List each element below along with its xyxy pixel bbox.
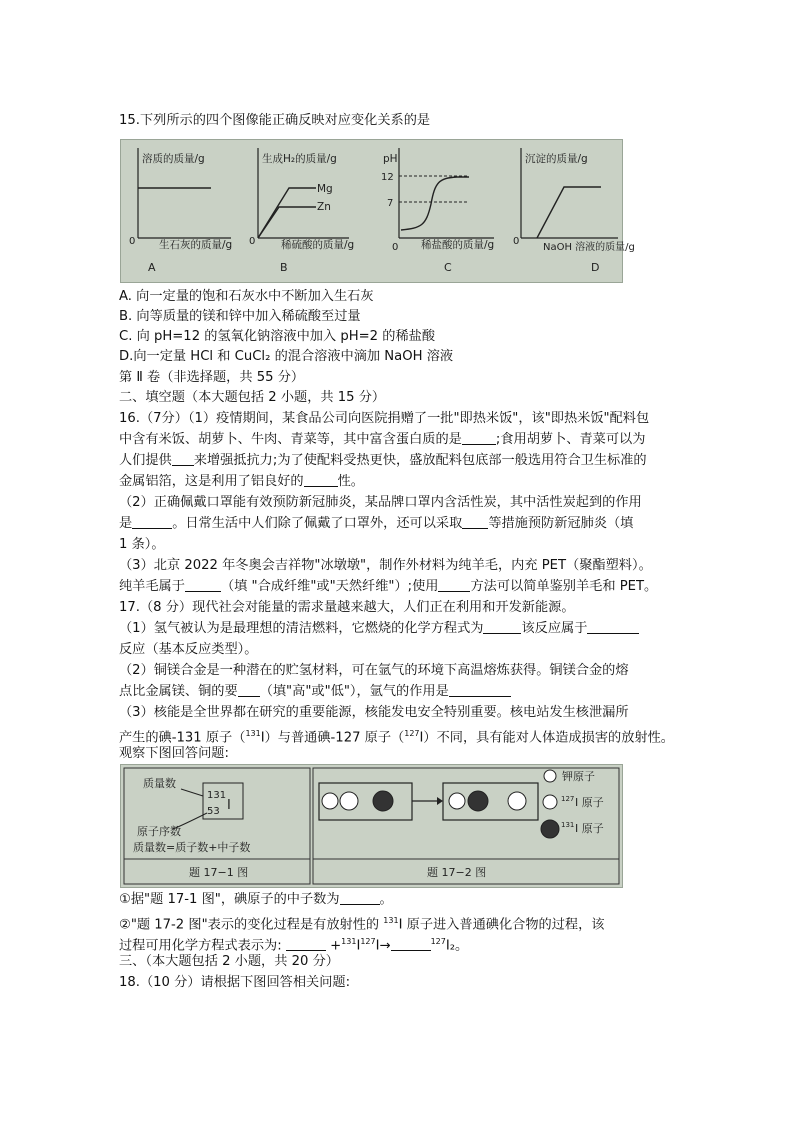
- graph-b-zn-label: Zn: [317, 201, 331, 213]
- graph-c-tag: C: [444, 261, 452, 274]
- q17-blank-melting[interactable]: [238, 683, 260, 697]
- q17-sub1-text-b: 。: [379, 892, 393, 907]
- graph-b-tag: B: [280, 261, 288, 274]
- graph-d-origin: 0: [513, 236, 520, 247]
- graph-a-origin: 0: [129, 236, 136, 247]
- q17-sub2-text-a: ②"题 17-2 图"表示的变化过程是有放射性的: [119, 917, 380, 933]
- graph-d-tag: D: [591, 261, 600, 274]
- graph-b-ylabel: 生成H₂的质量/g: [262, 153, 337, 165]
- graph-c-xlabel: 稀盐酸的质量/g: [421, 239, 495, 251]
- q17-line1: 17.（8 分）现代社会对能量的需求量越来越大，人们正在利用和开发新能源。: [119, 600, 575, 615]
- q17-blank-argon[interactable]: [449, 683, 511, 697]
- q17-figure: [120, 764, 623, 888]
- fig17-1-atomic-label: 原子序数: [137, 825, 181, 838]
- fig17-1-formula: 质量数=质子数+中子数: [133, 841, 251, 854]
- q17-line7-sup-127: 127: [404, 729, 420, 738]
- graph-c-tick-12: 12: [381, 172, 394, 183]
- q15-graphs: [121, 140, 635, 282]
- q16-blank-fiber[interactable]: [185, 578, 221, 592]
- q17-line6: （3）核能是全世界都在研究的重要能源，核能发电安全特别重要。核电站发生核泄漏所: [119, 705, 629, 720]
- arrow-icon: [437, 797, 443, 805]
- q16-line2: [119, 430, 645, 450]
- fig17-2-k-atom-1: [322, 793, 338, 809]
- q16-line7: 1 条）。: [119, 537, 165, 552]
- q17-line2: [119, 619, 639, 639]
- legend-k-label: 钾原子: [562, 770, 595, 783]
- q17-line4: （2）铜镁合金是一种潜在的贮氢材料，可在氩气的环境下高温熔炼获得。铜镁合金的熔: [119, 663, 629, 678]
- q17-line8: 观察下图回答问题:: [119, 746, 229, 761]
- q16-line9: [119, 577, 657, 597]
- fig17-2-i131-atom-1: [373, 791, 393, 811]
- q16-line2-text-a: 中含有米饭、胡萝卜、牛肉、青菜等，其中富含蛋白质的是: [119, 432, 462, 447]
- legend-i127-sup: 127: [561, 795, 575, 803]
- q17-blank-eq-left[interactable]: [286, 937, 326, 951]
- q17-sub3-text-a: 过程可用化学方程式表示为:: [119, 938, 282, 954]
- q17-line5: [119, 682, 511, 702]
- q17-line3: 反应（基本反应类型）。: [119, 642, 258, 657]
- graph-b: [249, 148, 354, 274]
- legend-i127-icon: [543, 795, 557, 809]
- q17-line7-text-e: I）不同，具有能对人体造成损害的放射性。: [419, 730, 674, 746]
- q17-sub3-sup-127b: 127: [430, 937, 446, 946]
- q17-line7-text-a: 产生的碘-131 原子（: [119, 730, 246, 746]
- q16-line9-text-b: （填 "合成纤维"或"天然纤维"）;使用: [220, 579, 439, 594]
- q16-line4: [119, 472, 364, 492]
- legend-i131-icon: [541, 820, 559, 838]
- q17-sub1-text-a: ①据"题 17-1 图"，碘原子的中子数为: [119, 892, 340, 907]
- q16-line5: （2）正确佩戴口罩能有效预防新冠肺炎，某品牌口罩内含活性炭，其中活性炭起到的作用: [119, 495, 642, 510]
- graph-b-zn-line: [258, 207, 316, 238]
- q16-line6-text-c: 等措施预防新冠肺炎（填: [488, 516, 634, 531]
- legend-i131-label: I 原子: [575, 822, 604, 835]
- q17-line7-sup-131: 131: [245, 729, 261, 738]
- fig17-2-i127-atom-1: [340, 792, 358, 810]
- graph-a-ylabel: 溶质的质量/g: [142, 153, 205, 165]
- graph-b-origin: 0: [249, 236, 256, 247]
- graph-c-curve: [401, 177, 469, 230]
- fig17-2-k-atom-2: [449, 793, 465, 809]
- q16-blank-measure[interactable]: [462, 515, 488, 529]
- q17-diagram: [121, 765, 622, 887]
- q16-line3: [119, 451, 647, 471]
- q17-line5-text-a: 点比金属镁、铜的要: [119, 684, 238, 699]
- q16-line4-text-b: 性。: [337, 474, 364, 489]
- graph-d-ylabel: 沉淀的质量/g: [525, 153, 588, 165]
- q17-sub3-sup-127: 127: [360, 937, 376, 946]
- graph-d: [513, 148, 635, 274]
- graph-d-xlabel: NaOH 溶液的质量/g: [543, 242, 635, 253]
- q16-line2-text-b: ;食用胡萝卜、青菜可以为: [495, 432, 646, 447]
- graph-c: [381, 148, 494, 274]
- q16-line1: 16.（7分）（1）疫情期间，某食品公司向医院捐赠了一批"即热米饭"，该"即热米饭"配料包: [119, 411, 650, 426]
- q17-blank-reaction-type[interactable]: [587, 620, 639, 634]
- fig17-1-symbol: I: [227, 798, 231, 813]
- q16-line4-text-a: 金属铝箔，这是利用了铝良好的: [119, 474, 304, 489]
- q17-line7-text-c: I）与普通碘-127 原子（: [260, 730, 405, 746]
- q15-option-d: D.向一定量 HCl 和 CuCl₂ 的混合溶液中滴加 NaOH 溶液: [119, 349, 454, 364]
- fig17-1-top-number: 131: [207, 790, 227, 801]
- fig17-1-bottom-number: 53: [207, 806, 220, 817]
- graph-b-xlabel: 稀硫酸的质量/g: [281, 239, 355, 251]
- q18-title: 18.（10 分）请根据下图回答相关问题:: [119, 975, 351, 990]
- legend-k-icon: [544, 770, 556, 782]
- graph-d-line: [537, 187, 601, 238]
- fig17-1-mass-label: 质量数: [143, 777, 176, 790]
- q17-sub2-sup-131: 131: [383, 916, 399, 925]
- graph-a-xlabel: 生石灰的质量/g: [159, 239, 233, 251]
- q16-line8: （3）北京 2022 年冬奥会吉祥物"冰墩墩"，制作外材料为纯羊毛，内充 PET（聚酯塑料）。: [119, 558, 652, 573]
- q17-blank-equation[interactable]: [483, 620, 521, 634]
- graph-c-origin: 0: [392, 242, 399, 253]
- q17-sub3-arrow: I→: [375, 938, 391, 954]
- q17-blank-eq-right[interactable]: [391, 937, 431, 951]
- fig17-2-i131-atom-2: [468, 791, 488, 811]
- graph-b-mg-line: [258, 188, 316, 238]
- legend-i131-sup: 131: [561, 821, 575, 829]
- q16-blank-method[interactable]: [438, 578, 470, 592]
- q17-blank-neutrons[interactable]: [340, 891, 380, 905]
- q16-blank-property[interactable]: [304, 473, 338, 487]
- q15-figure: [120, 139, 635, 283]
- q15-option-b: B. 向等质量的镁和锌中加入稀硫酸至过量: [119, 309, 361, 324]
- graph-c-tick-7: 7: [387, 198, 394, 209]
- q16-line9-text-a: 纯羊毛属于: [119, 579, 185, 594]
- graph-b-mg-label: Mg: [317, 183, 333, 195]
- q17-sub3-plus: +: [330, 938, 342, 954]
- graph-c-ylabel: pH: [383, 153, 398, 165]
- graph-a: [129, 148, 232, 274]
- q17-sub3-i: I: [356, 938, 361, 954]
- q15-option-a: A. 向一定量的饱和石灰水中不断加入生石灰: [119, 289, 374, 304]
- section2-part: 二、填空题（本大题包括 2 小题，共 15 分）: [119, 390, 386, 405]
- q17-sub2-text-c: I 原子进入普通碘化合物的过程，该: [398, 917, 605, 933]
- q17-sub3-sup-131: 131: [341, 937, 357, 946]
- q16-line6: [119, 514, 633, 534]
- fig17-2-i127-atom-2: [508, 792, 526, 810]
- q16-blank-protein[interactable]: [462, 431, 496, 445]
- legend-i127-label: I 原子: [575, 796, 604, 809]
- q17-line2-text-a: （1）氢气被认为是最理想的清洁燃料，它燃烧的化学方程式为: [119, 621, 484, 636]
- q17-sub1: [119, 890, 393, 910]
- q16-line3-text-a: 人们提供: [119, 453, 172, 468]
- q16-line9-text-c: 方法可以简单鉴别羊毛和 PET。: [470, 579, 658, 594]
- q17-sub3-i2: I₂。: [445, 938, 469, 954]
- graph-a-tag: A: [148, 261, 156, 274]
- q17-line2-text-b: 该反应属于: [521, 621, 588, 636]
- fig17-2-caption: 题 17−2 图: [427, 866, 487, 879]
- fig17-1-caption: 题 17−1 图: [189, 866, 249, 879]
- q15-option-c: C. 向 pH=12 的氢氧化钠溶液中加入 pH=2 的稀盐酸: [119, 329, 436, 344]
- q16-blank-nutrient[interactable]: [172, 452, 194, 466]
- q16-line6-text-a: 是: [119, 516, 133, 531]
- q16-blank-carbon[interactable]: [132, 515, 172, 529]
- section3-part: 三、（本大题包括 2 小题，共 20 分）: [119, 954, 339, 969]
- q17-line5-text-b: （填"高"或"低"），氩气的作用是: [259, 684, 449, 699]
- q15-title: 15.下列所示的四个图像能正确反映对应变化关系的是: [119, 113, 431, 128]
- q16-line3-text-b: 来增强抵抗力;为了使配料受热更快，盛放配料包底部一般选用符合卫生标准的: [193, 453, 647, 468]
- q16-line6-text-b: 。日常生活中人们除了佩戴了口罩外，还可以采取: [172, 516, 463, 531]
- section2-heading: 第 Ⅱ 卷（非选择题，共 55 分）: [119, 370, 305, 385]
